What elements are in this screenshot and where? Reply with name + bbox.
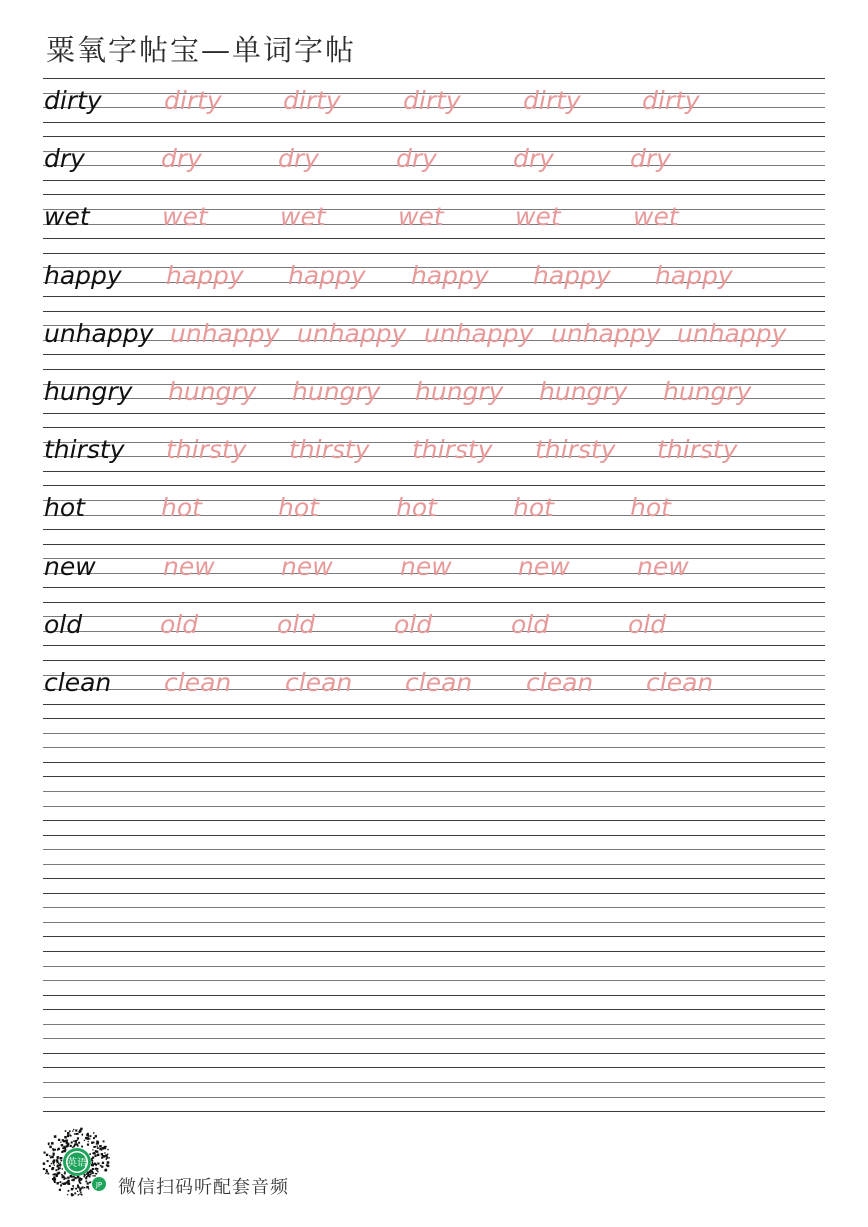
qr-dot	[90, 1174, 92, 1176]
qr-dot	[53, 1163, 54, 1164]
qr-dot	[75, 1188, 77, 1190]
qr-dot	[107, 1149, 108, 1150]
guide-line	[43, 718, 825, 719]
qr-dot	[88, 1188, 89, 1189]
qr-dot	[58, 1168, 60, 1170]
trace-word[interactable]: thirsty	[657, 435, 738, 464]
qr-dot	[104, 1152, 105, 1153]
qr-dot	[82, 1134, 83, 1135]
qr-dot	[78, 1179, 80, 1181]
trace-word[interactable]: happy	[288, 261, 366, 290]
trace-word[interactable]: clean	[646, 668, 714, 697]
qr-dot	[103, 1140, 105, 1142]
qr-dot	[43, 1168, 45, 1170]
qr-dot	[58, 1139, 60, 1141]
guide-line	[43, 704, 825, 705]
qr-dot	[54, 1173, 56, 1175]
qr-dot	[89, 1135, 91, 1137]
qr-dot	[87, 1134, 89, 1136]
qr-dot	[92, 1162, 93, 1163]
qr-dot	[97, 1147, 99, 1149]
qr-dot	[77, 1145, 79, 1147]
qr-dot	[79, 1188, 81, 1190]
qr-dot	[46, 1154, 48, 1156]
qr-dot	[51, 1168, 53, 1170]
trace-word[interactable]: hot	[630, 493, 671, 522]
qr-dot	[84, 1187, 85, 1188]
trace-word[interactable]: thirsty	[412, 435, 493, 464]
qr-dot	[62, 1168, 63, 1169]
qr-dot	[108, 1166, 109, 1167]
qr-dot	[97, 1162, 99, 1164]
qr-dot	[87, 1144, 89, 1146]
qr-corner-label: JP	[95, 1181, 103, 1189]
qr-dot	[72, 1130, 73, 1131]
qr-dot	[87, 1186, 89, 1188]
trace-word[interactable]: unhappy	[677, 319, 787, 348]
qr-dot	[49, 1165, 51, 1167]
qr-dot	[64, 1136, 67, 1139]
qr-dot	[71, 1188, 73, 1190]
model-word: new	[44, 552, 96, 581]
qr-dot	[70, 1145, 72, 1147]
trace-word[interactable]: unhappy	[424, 319, 534, 348]
qr-dot	[77, 1184, 79, 1186]
qr-dot	[95, 1168, 97, 1170]
guide-line	[43, 762, 825, 763]
trace-word[interactable]: hungry	[539, 377, 628, 406]
qr-dot	[49, 1155, 50, 1156]
trace-word[interactable]: happy	[411, 261, 489, 290]
trace-word[interactable]: hot	[278, 493, 319, 522]
qr-dot	[59, 1181, 61, 1183]
trace-word[interactable]: dry	[630, 144, 671, 173]
qr-dot	[79, 1182, 81, 1184]
qr-dot	[67, 1177, 69, 1179]
qr-dot	[75, 1144, 77, 1146]
qr-dot	[80, 1178, 82, 1180]
qr-dot	[89, 1176, 91, 1178]
qr-dot	[60, 1162, 61, 1163]
qr-dot	[71, 1193, 73, 1195]
guide-line	[43, 1097, 825, 1098]
guide-line	[43, 893, 825, 894]
model-word: hot	[44, 493, 85, 522]
qr-dot	[87, 1182, 89, 1184]
qr-dot	[68, 1190, 69, 1191]
qr-dot	[89, 1153, 91, 1155]
trace-word[interactable]: happy	[533, 261, 611, 290]
qr-dot	[72, 1185, 74, 1187]
qr-dot	[74, 1192, 76, 1194]
trace-word[interactable]: hot	[161, 493, 202, 522]
qr-dot	[61, 1144, 63, 1146]
guide-line	[43, 907, 825, 908]
qr-dot	[52, 1160, 54, 1162]
qr-dot	[99, 1145, 101, 1147]
qr-dot	[93, 1132, 94, 1133]
trace-word[interactable]: hungry	[663, 377, 752, 406]
qr-dot	[73, 1141, 74, 1142]
qr-dot	[93, 1146, 95, 1148]
qr-dot	[94, 1155, 96, 1157]
word-row	[44, 78, 825, 122]
qr-dot	[43, 1162, 45, 1164]
qr-dot	[67, 1132, 69, 1134]
qr-dot	[63, 1179, 64, 1180]
guide-line	[43, 1038, 825, 1039]
qr-dot	[70, 1134, 71, 1135]
trace-word[interactable]: unhappy	[551, 319, 661, 348]
guide-line	[43, 733, 825, 734]
guide-line	[43, 835, 825, 836]
qr-dot	[62, 1148, 64, 1150]
qr-dot	[61, 1174, 63, 1176]
qr-dot	[96, 1140, 98, 1142]
trace-word[interactable]: clean	[164, 668, 232, 697]
qr-dot	[95, 1164, 97, 1166]
model-word: happy	[44, 261, 122, 290]
qr-dot	[101, 1166, 103, 1168]
qr-dot	[54, 1178, 56, 1180]
qr-dot	[107, 1161, 110, 1164]
guide-line	[43, 238, 825, 239]
qr-dot	[65, 1130, 67, 1132]
qr-dot	[85, 1177, 87, 1179]
qr-dot	[79, 1130, 82, 1133]
qr-dot	[56, 1175, 58, 1177]
trace-word[interactable]: thirsty	[289, 435, 370, 464]
qr-dot	[47, 1160, 49, 1162]
qr-dot	[92, 1165, 93, 1166]
trace-word[interactable]: unhappy	[297, 319, 407, 348]
trace-word[interactable]: dirty	[403, 86, 461, 115]
qr-dot	[93, 1142, 95, 1144]
trace-word[interactable]: unhappy	[170, 319, 280, 348]
trace-word[interactable]: dirty	[642, 86, 700, 115]
qr-code-icon[interactable]	[42, 1127, 112, 1197]
qr-dot	[99, 1148, 101, 1150]
model-word: clean	[44, 668, 112, 697]
qr-dot	[89, 1138, 90, 1139]
qr-dot	[49, 1146, 51, 1148]
qr-dot	[77, 1176, 80, 1179]
page-title: 粟氧字帖宝—单词字帖	[46, 33, 357, 67]
qr-dot	[74, 1133, 75, 1134]
qr-dot	[65, 1145, 67, 1147]
scan-hint: 微信扫码听配套音频	[118, 1177, 289, 1198]
qr-dot	[65, 1139, 68, 1142]
guide-line	[43, 471, 825, 472]
trace-word[interactable]: old	[394, 610, 433, 639]
guide-line	[43, 1009, 825, 1010]
qr-dot	[80, 1192, 81, 1193]
guide-line	[43, 849, 825, 850]
qr-dot	[57, 1165, 59, 1167]
qr-dot	[60, 1142, 61, 1143]
qr-dot	[73, 1194, 74, 1195]
qr-dot	[61, 1151, 63, 1153]
trace-word[interactable]: clean	[405, 668, 473, 697]
guide-line	[43, 413, 825, 414]
qr-dot	[47, 1173, 49, 1175]
trace-word[interactable]: thirsty	[166, 435, 247, 464]
qr-dot	[61, 1157, 63, 1159]
qr-dot	[68, 1183, 70, 1185]
qr-dot	[95, 1135, 97, 1137]
trace-word[interactable]: hungry	[168, 377, 257, 406]
qr-dot	[79, 1193, 80, 1194]
qr-dot	[106, 1157, 108, 1159]
guide-line	[43, 820, 825, 821]
model-word: thirsty	[44, 435, 125, 464]
qr-dot	[43, 1152, 45, 1154]
qr-dot	[61, 1160, 63, 1162]
trace-word[interactable]: old	[277, 610, 316, 639]
qr-dot	[45, 1173, 46, 1174]
word-row	[44, 311, 825, 355]
guide-line	[43, 122, 825, 123]
trace-word[interactable]: happy	[655, 261, 733, 290]
trace-word[interactable]: new	[281, 552, 333, 581]
trace-word[interactable]: dirty	[523, 86, 581, 115]
qr-dot	[69, 1130, 71, 1132]
qr-dot	[106, 1164, 108, 1166]
qr-dot	[97, 1154, 100, 1157]
guide-line	[43, 878, 825, 879]
qr-dot	[73, 1176, 75, 1178]
qr-dot	[93, 1152, 95, 1154]
trace-word[interactable]: wet	[515, 202, 561, 231]
qr-dot	[105, 1169, 108, 1172]
qr-dot	[92, 1175, 93, 1176]
model-word: dry	[44, 144, 85, 173]
qr-dot	[56, 1157, 58, 1159]
model-word: dirty	[44, 86, 102, 115]
trace-word[interactable]: thirsty	[535, 435, 616, 464]
qr-dot	[88, 1136, 89, 1137]
word-row	[44, 602, 825, 646]
word-row	[44, 660, 825, 704]
word-row	[44, 136, 825, 180]
qr-dot	[96, 1170, 98, 1172]
qr-dot	[71, 1176, 73, 1178]
trace-word[interactable]: wet	[633, 202, 679, 231]
qr-dot	[58, 1172, 60, 1174]
qr-dot	[81, 1146, 83, 1148]
qr-dot	[86, 1138, 88, 1140]
qr-dot	[96, 1151, 98, 1153]
trace-word[interactable]: wet	[162, 202, 208, 231]
qr-dot	[56, 1161, 58, 1163]
qr-dot	[66, 1142, 68, 1144]
qr-dot	[90, 1170, 92, 1172]
qr-dot	[92, 1168, 94, 1170]
word-row	[44, 253, 825, 297]
qr-dot	[65, 1182, 67, 1184]
guide-line	[43, 791, 825, 792]
trace-word[interactable]: dry	[513, 144, 554, 173]
qr-dot	[85, 1181, 87, 1183]
guide-line	[43, 776, 825, 777]
qr-dot	[75, 1129, 77, 1131]
qr-dot	[107, 1154, 108, 1155]
guide-line	[43, 747, 825, 748]
guide-line	[43, 1067, 825, 1068]
qr-dot	[63, 1140, 65, 1142]
qr-dot	[84, 1174, 86, 1176]
qr-dot	[64, 1171, 65, 1172]
trace-word[interactable]: clean	[285, 668, 353, 697]
trace-word[interactable]: new	[637, 552, 689, 581]
qr-dot	[78, 1142, 80, 1144]
guide-line	[43, 806, 825, 807]
qr-dot	[92, 1149, 93, 1150]
qr-dot	[84, 1176, 85, 1177]
trace-word[interactable]: hungry	[292, 377, 381, 406]
qr-dot	[71, 1141, 73, 1143]
trace-word[interactable]: dry	[278, 144, 319, 173]
qr-dot	[89, 1182, 91, 1184]
model-word: unhappy	[44, 319, 154, 348]
qr-dot	[67, 1194, 68, 1195]
qr-dot	[71, 1180, 72, 1181]
qr-dot	[102, 1162, 104, 1164]
model-word: old	[44, 610, 83, 639]
trace-word[interactable]: new	[163, 552, 215, 581]
trace-word[interactable]: wet	[280, 202, 326, 231]
guide-line	[43, 980, 825, 981]
trace-word[interactable]: hot	[513, 493, 554, 522]
guide-line	[43, 1082, 825, 1083]
qr-dot	[78, 1194, 79, 1195]
guide-line	[43, 1024, 825, 1025]
trace-word[interactable]: new	[518, 552, 570, 581]
footer	[42, 1127, 442, 1197]
trace-word[interactable]: happy	[166, 261, 244, 290]
trace-word[interactable]: hungry	[415, 377, 504, 406]
qr-dot	[91, 1159, 92, 1160]
qr-dot	[97, 1145, 98, 1146]
qr-dot	[59, 1164, 61, 1166]
qr-dot	[64, 1172, 66, 1174]
guide-line	[43, 951, 825, 952]
qr-dot	[96, 1173, 97, 1174]
qr-dot	[74, 1140, 76, 1142]
qr-dot	[67, 1135, 69, 1137]
trace-word[interactable]: dry	[396, 144, 437, 173]
qr-dot	[53, 1150, 55, 1152]
qr-dot	[57, 1149, 59, 1151]
qr-dot	[64, 1150, 65, 1151]
qr-dot	[65, 1178, 67, 1180]
word-row	[44, 427, 825, 471]
qr-dot	[51, 1163, 52, 1164]
model-word: wet	[44, 202, 90, 231]
qr-dot	[48, 1144, 50, 1146]
qr-dot	[59, 1189, 61, 1191]
qr-dot	[46, 1170, 48, 1172]
qr-dot	[79, 1190, 81, 1192]
guide-line	[43, 1111, 825, 1112]
qr-dot	[73, 1129, 74, 1130]
qr-dot	[75, 1133, 77, 1135]
qr-dot	[94, 1175, 96, 1177]
trace-word[interactable]: dirty	[164, 86, 222, 115]
qr-dot	[60, 1184, 62, 1186]
word-row	[44, 369, 825, 413]
qr-dot	[72, 1179, 75, 1182]
guide-line	[43, 966, 825, 967]
trace-word[interactable]: wet	[398, 202, 444, 231]
word-row	[44, 485, 825, 529]
qr-dot	[82, 1186, 84, 1188]
qr-dot	[102, 1147, 104, 1149]
guide-line	[43, 180, 825, 181]
trace-word[interactable]: new	[400, 552, 452, 581]
qr-dot	[63, 1183, 65, 1185]
qr-dot	[96, 1142, 98, 1144]
word-row	[44, 544, 825, 588]
guide-line	[43, 936, 825, 937]
qr-dot	[77, 1191, 78, 1192]
guide-line	[43, 922, 825, 923]
qr-dot	[84, 1140, 85, 1141]
guide-line	[43, 529, 825, 530]
qr-badge-label: 英语	[67, 1158, 87, 1169]
word-row	[44, 194, 825, 238]
qr-dot	[51, 1142, 54, 1145]
qr-dot	[108, 1157, 109, 1158]
qr-dot	[52, 1178, 54, 1180]
qr-dot	[106, 1146, 107, 1147]
trace-word[interactable]: old	[628, 610, 667, 639]
qr-dot	[50, 1157, 52, 1159]
qr-dot	[102, 1155, 104, 1157]
qr-dot	[73, 1145, 75, 1147]
qr-dot	[63, 1146, 65, 1148]
trace-word[interactable]: dry	[161, 144, 202, 173]
qr-dot	[54, 1135, 57, 1138]
qr-dot	[81, 1194, 83, 1196]
qr-dot	[56, 1182, 58, 1184]
guide-line	[43, 864, 825, 865]
qr-dot	[101, 1157, 103, 1159]
trace-word[interactable]: dirty	[283, 86, 341, 115]
guide-line	[43, 995, 825, 996]
trace-word[interactable]: clean	[526, 668, 594, 697]
qr-dot	[55, 1169, 57, 1171]
qr-dot	[62, 1176, 65, 1179]
guide-line	[43, 1053, 825, 1054]
trace-word[interactable]: old	[160, 610, 199, 639]
model-word: hungry	[44, 377, 133, 406]
qr-dot	[93, 1137, 95, 1139]
qr-dot	[77, 1137, 79, 1139]
trace-word[interactable]: old	[511, 610, 550, 639]
qr-dot	[87, 1175, 89, 1177]
qr-dot	[52, 1153, 54, 1155]
qr-dot	[54, 1165, 55, 1166]
trace-word[interactable]: hot	[396, 493, 437, 522]
qr-dot	[87, 1172, 89, 1174]
qr-dot	[104, 1147, 106, 1149]
qr-dot	[88, 1141, 89, 1142]
